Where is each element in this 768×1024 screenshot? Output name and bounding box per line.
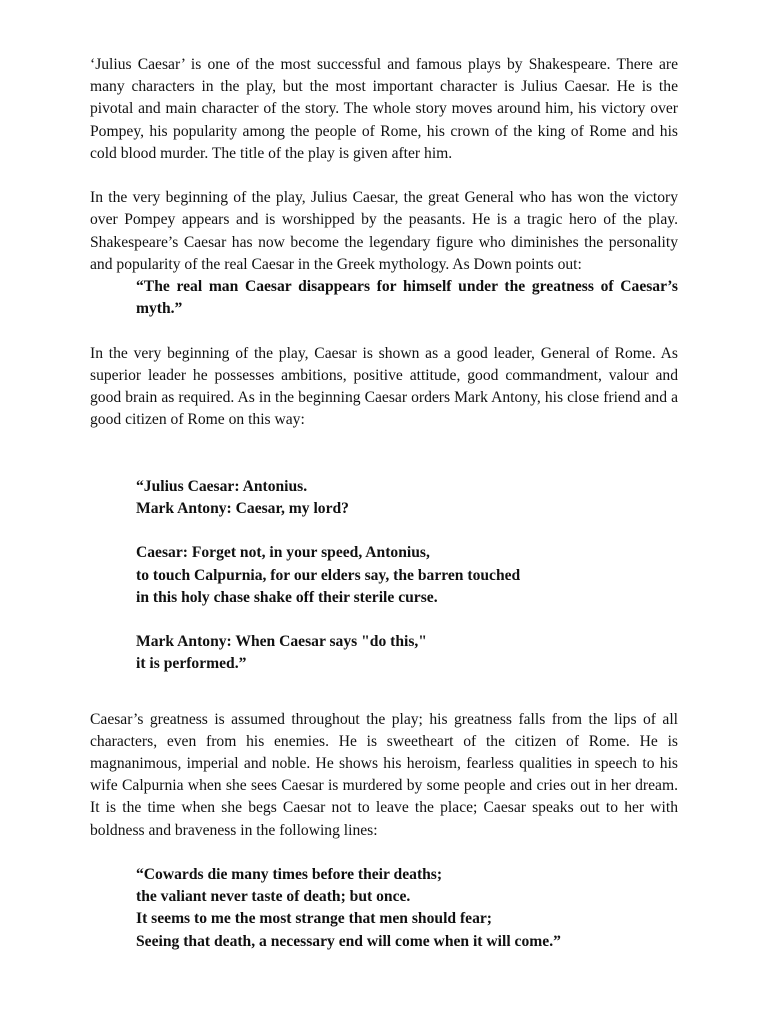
dialogue-line: Mark Antony: Caesar, my lord? — [136, 500, 349, 518]
verse-line: It seems to me the most strange that men should fear; — [136, 910, 492, 928]
dialogue-line: it is performed.” — [136, 655, 247, 673]
dialogue-stanza — [136, 542, 678, 609]
dialogue-line: “Julius Caesar: Antonius. — [136, 477, 308, 495]
dialogue-stanza — [136, 476, 678, 520]
dialogue-line: in this holy chase shake off their sterile curse. — [136, 588, 438, 606]
paragraph-good-leader: In the very beginning of the play, Caesar is shown as a good leader, General of Rome. As superior leader he possesses ambitions, positive attitude, good commandment, valour and good brain as required. As in the beginning Caesar orders Mark Antony, his close friend and a good citizen of Rome on this way: — [90, 344, 678, 429]
verse-line: “Cowards die many times before their deaths; — [136, 866, 443, 884]
paragraph-introduction: ‘Julius Caesar’ is one of the most successful and famous plays by Shakespeare. There are many characters in the play, but the most important character is Julius Caesar. He is the pivotal and main character of the story. The whole story moves around him, his victory over Pompey, his popularity among the people of Rome, his crown of the king of Rome and his cold blood murder. The title of the play is given after him. — [90, 56, 678, 162]
verse-line: the valiant never taste of death; but once. — [136, 888, 411, 906]
dialogue-stanza — [136, 631, 678, 675]
dialogue-block — [136, 476, 678, 676]
paragraph-greatness: Caesar’s greatness is assumed throughout the play; his greatness falls from the lips of all characters, even from his enemies. He is sweetheart of the citizen of Rome. He is magnanimous, imperial and noble. He shows his heroism, fearless qualities in speech to his wife Calpurnia when she sees Caesar is murdered by some people and cries out in her dream. It is the time when she begs Caesar not to leave the place; Caesar speaks out to her with boldness and braveness in the following lines: — [90, 710, 678, 839]
dialogue-line: to touch Calpurnia, for our elders say, the barren touched — [136, 566, 521, 584]
verse-line: Seeing that death, a necessary end will come when it will come.” — [136, 932, 561, 950]
paragraph-tragic-hero: In the very beginning of the play, Julius Caesar, the great General who has won the victory over Pompey appears and is worshipped by the peasants. He is a tragic hero of the play. Shakespeare’s Caesar has now become the legendary figure who diminishes the personality and popularity of the real Caesar in the Greek mythology. As Down points out: — [90, 189, 678, 273]
cowards-quote-block — [136, 864, 678, 953]
block-quote-down: “The real man Caesar disappears for himself under the greatness of Caesar’s myth.” — [136, 278, 678, 318]
dialogue-line: Caesar: Forget not, in your speed, Antonius, — [136, 544, 430, 562]
dialogue-line: Mark Antony: When Caesar says "do this," — [136, 633, 427, 651]
